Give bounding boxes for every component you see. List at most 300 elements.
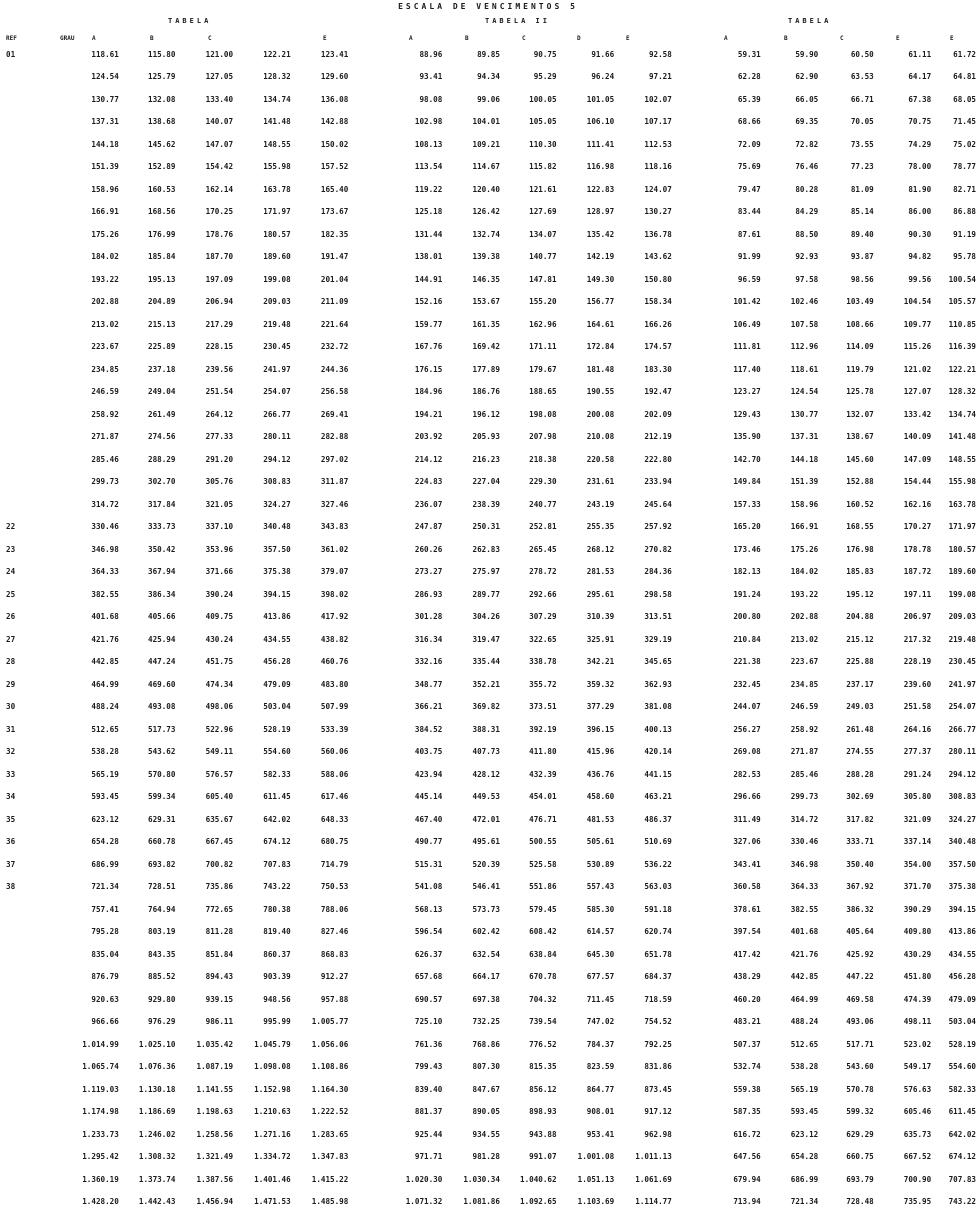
value-cell: 920.63 xyxy=(69,988,119,1011)
value-cell: 99.56 xyxy=(874,268,931,291)
value-cell: 162.96 xyxy=(500,313,557,336)
header-t1-a: A xyxy=(92,35,96,42)
ref-cell xyxy=(0,493,69,516)
value-cell: 155.20 xyxy=(500,291,557,314)
value-cell: 224.83 xyxy=(348,471,442,494)
value-cell: 86.88 xyxy=(931,201,976,224)
value-cell: 128.32 xyxy=(931,381,976,404)
value-cell: 93.41 xyxy=(348,66,442,89)
value-cell: 792.25 xyxy=(614,1033,672,1056)
value-cell: 176.15 xyxy=(348,358,442,381)
value-cell: 209.03 xyxy=(931,606,976,629)
value-cell: 205.93 xyxy=(442,426,500,449)
value-cell: 254.07 xyxy=(931,696,976,719)
value-cell: 297.02 xyxy=(291,448,349,471)
value-cell: 525.58 xyxy=(500,853,557,876)
value-cell: 378.61 xyxy=(672,898,761,921)
value-cell: 711.45 xyxy=(557,988,615,1011)
value-cell: 183.30 xyxy=(614,358,672,381)
value-cell: 98.08 xyxy=(348,88,442,111)
value-cell: 677.57 xyxy=(557,966,615,989)
value-cell: 464.99 xyxy=(69,673,119,696)
value-cell: 209.03 xyxy=(233,291,291,314)
value-cell: 411.80 xyxy=(500,741,557,764)
value-cell: 261.49 xyxy=(119,403,176,426)
ref-cell: 34 xyxy=(0,786,69,809)
value-cell: 255.35 xyxy=(557,516,615,539)
value-cell: 981.28 xyxy=(442,1146,500,1169)
ref-cell xyxy=(0,246,69,269)
value-cell: 282.53 xyxy=(672,763,761,786)
value-cell: 860.37 xyxy=(233,943,291,966)
value-cell: 1.061.69 xyxy=(614,1168,672,1191)
value-cell: 925.44 xyxy=(348,1123,442,1146)
value-cell: 704.32 xyxy=(500,988,557,1011)
value-cell: 172.84 xyxy=(557,336,615,359)
value-cell: 348.77 xyxy=(348,673,442,696)
value-cell: 1.014.99 xyxy=(69,1033,119,1056)
table-row xyxy=(0,448,976,471)
value-cell: 570.80 xyxy=(119,763,176,786)
value-cell: 464.99 xyxy=(761,988,818,1011)
value-cell: 256.58 xyxy=(291,381,349,404)
value-cell: 757.41 xyxy=(69,898,119,921)
value-cell: 479.09 xyxy=(931,988,976,1011)
value-cell: 330.46 xyxy=(761,831,818,854)
ref-cell xyxy=(0,471,69,494)
value-cell: 94.34 xyxy=(442,66,500,89)
value-cell: 971.71 xyxy=(348,1146,442,1169)
value-cell: 171.97 xyxy=(931,516,976,539)
value-cell: 934.55 xyxy=(442,1123,500,1146)
value-cell: 447.22 xyxy=(818,966,874,989)
value-cell: 1.174.98 xyxy=(69,1101,119,1124)
value-cell: 91.66 xyxy=(557,43,615,66)
value-cell: 150.02 xyxy=(291,133,349,156)
value-cell: 159.77 xyxy=(348,313,442,336)
value-cell: 202.88 xyxy=(761,606,818,629)
table-row xyxy=(0,336,976,359)
value-cell: 700.90 xyxy=(874,1168,931,1191)
value-cell: 151.39 xyxy=(761,471,818,494)
value-cell: 67.38 xyxy=(874,88,931,111)
value-cell: 110.30 xyxy=(500,133,557,156)
value-cell: 735.86 xyxy=(175,876,233,899)
value-cell: 815.35 xyxy=(500,1056,557,1079)
value-cell: 1.246.02 xyxy=(119,1123,176,1146)
value-cell: 434.55 xyxy=(233,628,291,651)
value-cell: 1.360.19 xyxy=(69,1168,119,1191)
value-cell: 194.21 xyxy=(348,403,442,426)
value-cell: 442.85 xyxy=(69,651,119,674)
value-cell: 311.87 xyxy=(291,471,349,494)
value-cell: 223.67 xyxy=(69,336,119,359)
value-cell: 249.03 xyxy=(818,696,874,719)
value-cell: 635.73 xyxy=(874,1123,931,1146)
value-cell: 593.45 xyxy=(761,1101,818,1124)
value-cell: 122.21 xyxy=(931,358,976,381)
value-cell: 269.08 xyxy=(672,741,761,764)
value-cell: 181.48 xyxy=(557,358,615,381)
value-cell: 543.62 xyxy=(119,741,176,764)
value-cell: 225.89 xyxy=(119,336,176,359)
value-cell: 772.65 xyxy=(175,898,233,921)
table-row xyxy=(0,628,976,651)
table-row xyxy=(0,831,976,854)
value-cell: 89.85 xyxy=(442,43,500,66)
value-cell: 74.29 xyxy=(874,133,931,156)
value-cell: 260.26 xyxy=(348,538,442,561)
value-cell: 149.84 xyxy=(672,471,761,494)
value-cell: 447.24 xyxy=(119,651,176,674)
value-cell: 180.57 xyxy=(233,223,291,246)
value-cell: 264.16 xyxy=(874,718,931,741)
value-cell: 147.09 xyxy=(874,448,931,471)
value-cell: 59.90 xyxy=(761,43,818,66)
value-cell: 647.56 xyxy=(672,1146,761,1169)
value-cell: 149.30 xyxy=(557,268,615,291)
value-cell: 156.77 xyxy=(557,291,615,314)
value-cell: 130.77 xyxy=(761,403,818,426)
value-cell: 271.87 xyxy=(69,426,119,449)
value-cell: 321.09 xyxy=(874,808,931,831)
value-cell: 134.74 xyxy=(931,403,976,426)
value-cell: 360.58 xyxy=(672,876,761,899)
table-row xyxy=(0,381,976,404)
value-cell: 131.44 xyxy=(348,223,442,246)
ref-cell xyxy=(0,1101,69,1124)
value-cell: 354.00 xyxy=(874,853,931,876)
value-cell: 505.61 xyxy=(557,831,615,854)
value-cell: 127.05 xyxy=(175,66,233,89)
ref-cell xyxy=(0,898,69,921)
value-cell: 528.19 xyxy=(233,718,291,741)
value-cell: 206.97 xyxy=(874,606,931,629)
value-cell: 352.21 xyxy=(442,673,500,696)
value-cell: 61.72 xyxy=(931,43,976,66)
value-cell: 684.37 xyxy=(614,966,672,989)
value-cell: 186.76 xyxy=(442,381,500,404)
value-cell: 170.27 xyxy=(874,516,931,539)
value-cell: 474.34 xyxy=(175,673,233,696)
value-cell: 493.08 xyxy=(119,696,176,719)
value-cell: 560.06 xyxy=(291,741,349,764)
value-cell: 463.21 xyxy=(614,786,672,809)
value-cell: 292.66 xyxy=(500,583,557,606)
value-cell: 189.60 xyxy=(233,246,291,269)
value-cell: 939.15 xyxy=(175,988,233,1011)
value-cell: 948.56 xyxy=(233,988,291,1011)
value-cell: 296.66 xyxy=(672,786,761,809)
value-cell: 114.09 xyxy=(818,336,874,359)
ref-cell xyxy=(0,1168,69,1191)
value-cell: 116.98 xyxy=(557,156,615,179)
value-cell: 135.90 xyxy=(672,426,761,449)
table-row xyxy=(0,268,976,291)
value-cell: 96.24 xyxy=(557,66,615,89)
value-cell: 620.74 xyxy=(614,921,672,944)
value-cell: 145.62 xyxy=(119,133,176,156)
value-cell: 912.27 xyxy=(291,966,349,989)
value-cell: 481.53 xyxy=(557,808,615,831)
value-cell: 1.056.06 xyxy=(291,1033,349,1056)
value-cell: 195.13 xyxy=(119,268,176,291)
value-cell: 591.18 xyxy=(614,898,672,921)
value-cell: 169.42 xyxy=(442,336,500,359)
value-cell: 88.96 xyxy=(348,43,442,66)
value-cell: 246.59 xyxy=(69,381,119,404)
value-cell: 602.42 xyxy=(442,921,500,944)
value-cell: 92.58 xyxy=(614,43,672,66)
table-row xyxy=(0,696,976,719)
value-cell: 277.37 xyxy=(874,741,931,764)
value-cell: 776.52 xyxy=(500,1033,557,1056)
value-cell: 1.030.34 xyxy=(442,1168,500,1191)
section-title-tabela-3: TABELA xyxy=(788,17,831,25)
ref-cell: 24 xyxy=(0,561,69,584)
value-cell: 707.83 xyxy=(233,853,291,876)
value-cell: 62.28 xyxy=(672,66,761,89)
value-cell: 1.442.43 xyxy=(119,1191,176,1213)
value-cell: 284.36 xyxy=(614,561,672,584)
value-cell: 605.40 xyxy=(175,786,233,809)
value-cell: 261.48 xyxy=(818,718,874,741)
ref-cell: 25 xyxy=(0,583,69,606)
value-cell: 301.28 xyxy=(348,606,442,629)
value-cell: 277.33 xyxy=(175,426,233,449)
ref-cell xyxy=(0,201,69,224)
value-cell: 210.08 xyxy=(557,426,615,449)
value-cell: 288.29 xyxy=(119,448,176,471)
value-cell: 238.39 xyxy=(442,493,500,516)
value-cell: 262.83 xyxy=(442,538,500,561)
value-cell: 1.005.77 xyxy=(291,1011,349,1034)
ref-cell xyxy=(0,291,69,314)
value-cell: 217.29 xyxy=(175,313,233,336)
value-cell: 144.18 xyxy=(69,133,119,156)
value-cell: 420.14 xyxy=(614,741,672,764)
value-cell: 258.92 xyxy=(69,403,119,426)
value-cell: 151.39 xyxy=(69,156,119,179)
value-cell: 1.321.49 xyxy=(175,1146,233,1169)
value-cell: 111.41 xyxy=(557,133,615,156)
value-cell: 140.09 xyxy=(874,426,931,449)
value-cell: 134.07 xyxy=(500,223,557,246)
value-cell: 213.02 xyxy=(761,628,818,651)
value-cell: 321.05 xyxy=(175,493,233,516)
value-cell: 191.47 xyxy=(291,246,349,269)
value-cell: 210.84 xyxy=(672,628,761,651)
ref-cell: 30 xyxy=(0,696,69,719)
value-cell: 1.108.86 xyxy=(291,1056,349,1079)
value-cell: 611.45 xyxy=(233,786,291,809)
value-cell: 60.50 xyxy=(818,43,874,66)
value-cell: 106.49 xyxy=(672,313,761,336)
table-row xyxy=(0,988,976,1011)
value-cell: 162.14 xyxy=(175,178,233,201)
value-cell: 388.31 xyxy=(442,718,500,741)
table-row xyxy=(0,786,976,809)
value-cell: 596.54 xyxy=(348,921,442,944)
value-cell: 728.48 xyxy=(818,1191,874,1213)
value-cell: 864.77 xyxy=(557,1078,615,1101)
value-cell: 84.29 xyxy=(761,201,818,224)
ref-cell xyxy=(0,966,69,989)
value-cell: 460.76 xyxy=(291,651,349,674)
value-cell: 1.011.13 xyxy=(614,1146,672,1169)
value-cell: 86.00 xyxy=(874,201,931,224)
value-cell: 142.88 xyxy=(291,111,349,134)
value-cell: 125.18 xyxy=(348,201,442,224)
value-cell: 304.26 xyxy=(442,606,500,629)
value-cell: 299.73 xyxy=(69,471,119,494)
value-cell: 441.15 xyxy=(614,763,672,786)
value-cell: 295.61 xyxy=(557,583,615,606)
value-cell: 732.25 xyxy=(442,1011,500,1034)
value-cell: 264.12 xyxy=(175,403,233,426)
value-cell: 133.42 xyxy=(874,403,931,426)
value-cell: 128.97 xyxy=(557,201,615,224)
value-cell: 258.92 xyxy=(761,718,818,741)
value-cell: 343.83 xyxy=(291,516,349,539)
section-title-tabela-1: TABELA xyxy=(168,17,211,25)
value-cell: 768.86 xyxy=(442,1033,500,1056)
value-cell: 121.02 xyxy=(874,358,931,381)
value-cell: 289.77 xyxy=(442,583,500,606)
value-cell: 138.68 xyxy=(119,111,176,134)
ref-cell: 38 xyxy=(0,876,69,899)
value-cell: 123.27 xyxy=(672,381,761,404)
value-cell: 118.61 xyxy=(761,358,818,381)
value-cell: 593.45 xyxy=(69,786,119,809)
value-cell: 174.57 xyxy=(614,336,672,359)
value-cell: 890.05 xyxy=(442,1101,500,1124)
value-cell: 460.20 xyxy=(672,988,761,1011)
value-cell: 472.01 xyxy=(442,808,500,831)
value-cell: 536.22 xyxy=(614,853,672,876)
value-cell: 152.88 xyxy=(818,471,874,494)
value-cell: 1.025.10 xyxy=(119,1033,176,1056)
value-cell: 244.36 xyxy=(291,358,349,381)
value-cell: 413.86 xyxy=(233,606,291,629)
value-cell: 623.12 xyxy=(761,1123,818,1146)
value-cell: 274.56 xyxy=(119,426,176,449)
value-cell: 247.87 xyxy=(348,516,442,539)
value-cell: 166.91 xyxy=(761,516,818,539)
ref-cell xyxy=(0,1056,69,1079)
value-cell: 219.48 xyxy=(233,313,291,336)
value-cell: 175.26 xyxy=(69,223,119,246)
value-cell: 112.53 xyxy=(614,133,672,156)
value-cell: 1.258.56 xyxy=(175,1123,233,1146)
value-cell: 206.94 xyxy=(175,291,233,314)
value-cell: 324.27 xyxy=(233,493,291,516)
value-cell: 215.13 xyxy=(119,313,176,336)
table-row xyxy=(0,471,976,494)
value-cell: 188.65 xyxy=(500,381,557,404)
value-cell: 392.19 xyxy=(500,718,557,741)
value-cell: 201.04 xyxy=(291,268,349,291)
value-cell: 953.41 xyxy=(557,1123,615,1146)
value-cell: 317.84 xyxy=(119,493,176,516)
value-cell: 130.27 xyxy=(614,201,672,224)
value-cell: 403.75 xyxy=(348,741,442,764)
value-cell: 576.57 xyxy=(175,763,233,786)
value-cell: 87.61 xyxy=(672,223,761,246)
value-cell: 563.03 xyxy=(614,876,672,899)
value-cell: 95.29 xyxy=(500,66,557,89)
value-cell: 495.61 xyxy=(442,831,500,854)
value-cell: 541.08 xyxy=(348,876,442,899)
table-row xyxy=(0,403,976,426)
value-cell: 137.31 xyxy=(761,426,818,449)
value-cell: 118.16 xyxy=(614,156,672,179)
value-cell: 192.47 xyxy=(614,381,672,404)
value-cell: 523.02 xyxy=(874,1033,931,1056)
value-cell: 929.80 xyxy=(119,988,176,1011)
value-cell: 152.89 xyxy=(119,156,176,179)
value-cell: 1.051.13 xyxy=(557,1168,615,1191)
value-cell: 498.11 xyxy=(874,1011,931,1034)
value-cell: 379.07 xyxy=(291,561,349,584)
value-cell: 642.02 xyxy=(233,808,291,831)
value-cell: 375.38 xyxy=(233,561,291,584)
ref-cell xyxy=(0,1033,69,1056)
value-cell: 76.46 xyxy=(761,156,818,179)
value-cell: 1.001.08 xyxy=(557,1146,615,1169)
value-cell: 240.77 xyxy=(500,493,557,516)
value-cell: 400.13 xyxy=(614,718,672,741)
value-cell: 1.081.86 xyxy=(442,1191,500,1213)
value-cell: 155.98 xyxy=(233,156,291,179)
table-row xyxy=(0,1056,976,1079)
section-title-tabela-2: TABELA II xyxy=(485,17,550,25)
value-cell: 405.66 xyxy=(119,606,176,629)
value-cell: 97.21 xyxy=(614,66,672,89)
value-cell: 377.29 xyxy=(557,696,615,719)
value-cell: 397.54 xyxy=(672,921,761,944)
ref-cell: 31 xyxy=(0,718,69,741)
value-cell: 707.83 xyxy=(931,1168,976,1191)
value-cell: 493.06 xyxy=(818,1011,874,1034)
ref-cell xyxy=(0,921,69,944)
value-cell: 390.29 xyxy=(874,898,931,921)
value-cell: 229.30 xyxy=(500,471,557,494)
ref-cell: 37 xyxy=(0,853,69,876)
value-cell: 106.10 xyxy=(557,111,615,134)
value-cell: 458.60 xyxy=(557,786,615,809)
value-cell: 291.24 xyxy=(874,763,931,786)
value-cell: 1.456.94 xyxy=(175,1191,233,1213)
value-cell: 1.152.98 xyxy=(233,1078,291,1101)
value-cell: 286.93 xyxy=(348,583,442,606)
table-row xyxy=(0,1191,976,1213)
value-cell: 73.55 xyxy=(818,133,874,156)
value-cell: 680.75 xyxy=(291,831,349,854)
value-cell: 375.38 xyxy=(931,876,976,899)
value-cell: 761.36 xyxy=(348,1033,442,1056)
value-cell: 125.79 xyxy=(119,66,176,89)
value-cell: 803.19 xyxy=(119,921,176,944)
ref-cell xyxy=(0,268,69,291)
value-cell: 81.90 xyxy=(874,178,931,201)
value-cell: 654.28 xyxy=(761,1146,818,1169)
header-grau: GRAU xyxy=(60,35,74,42)
value-cell: 664.17 xyxy=(442,966,500,989)
value-cell: 486.37 xyxy=(614,808,672,831)
value-cell: 1.233.73 xyxy=(69,1123,119,1146)
value-cell: 394.15 xyxy=(931,898,976,921)
